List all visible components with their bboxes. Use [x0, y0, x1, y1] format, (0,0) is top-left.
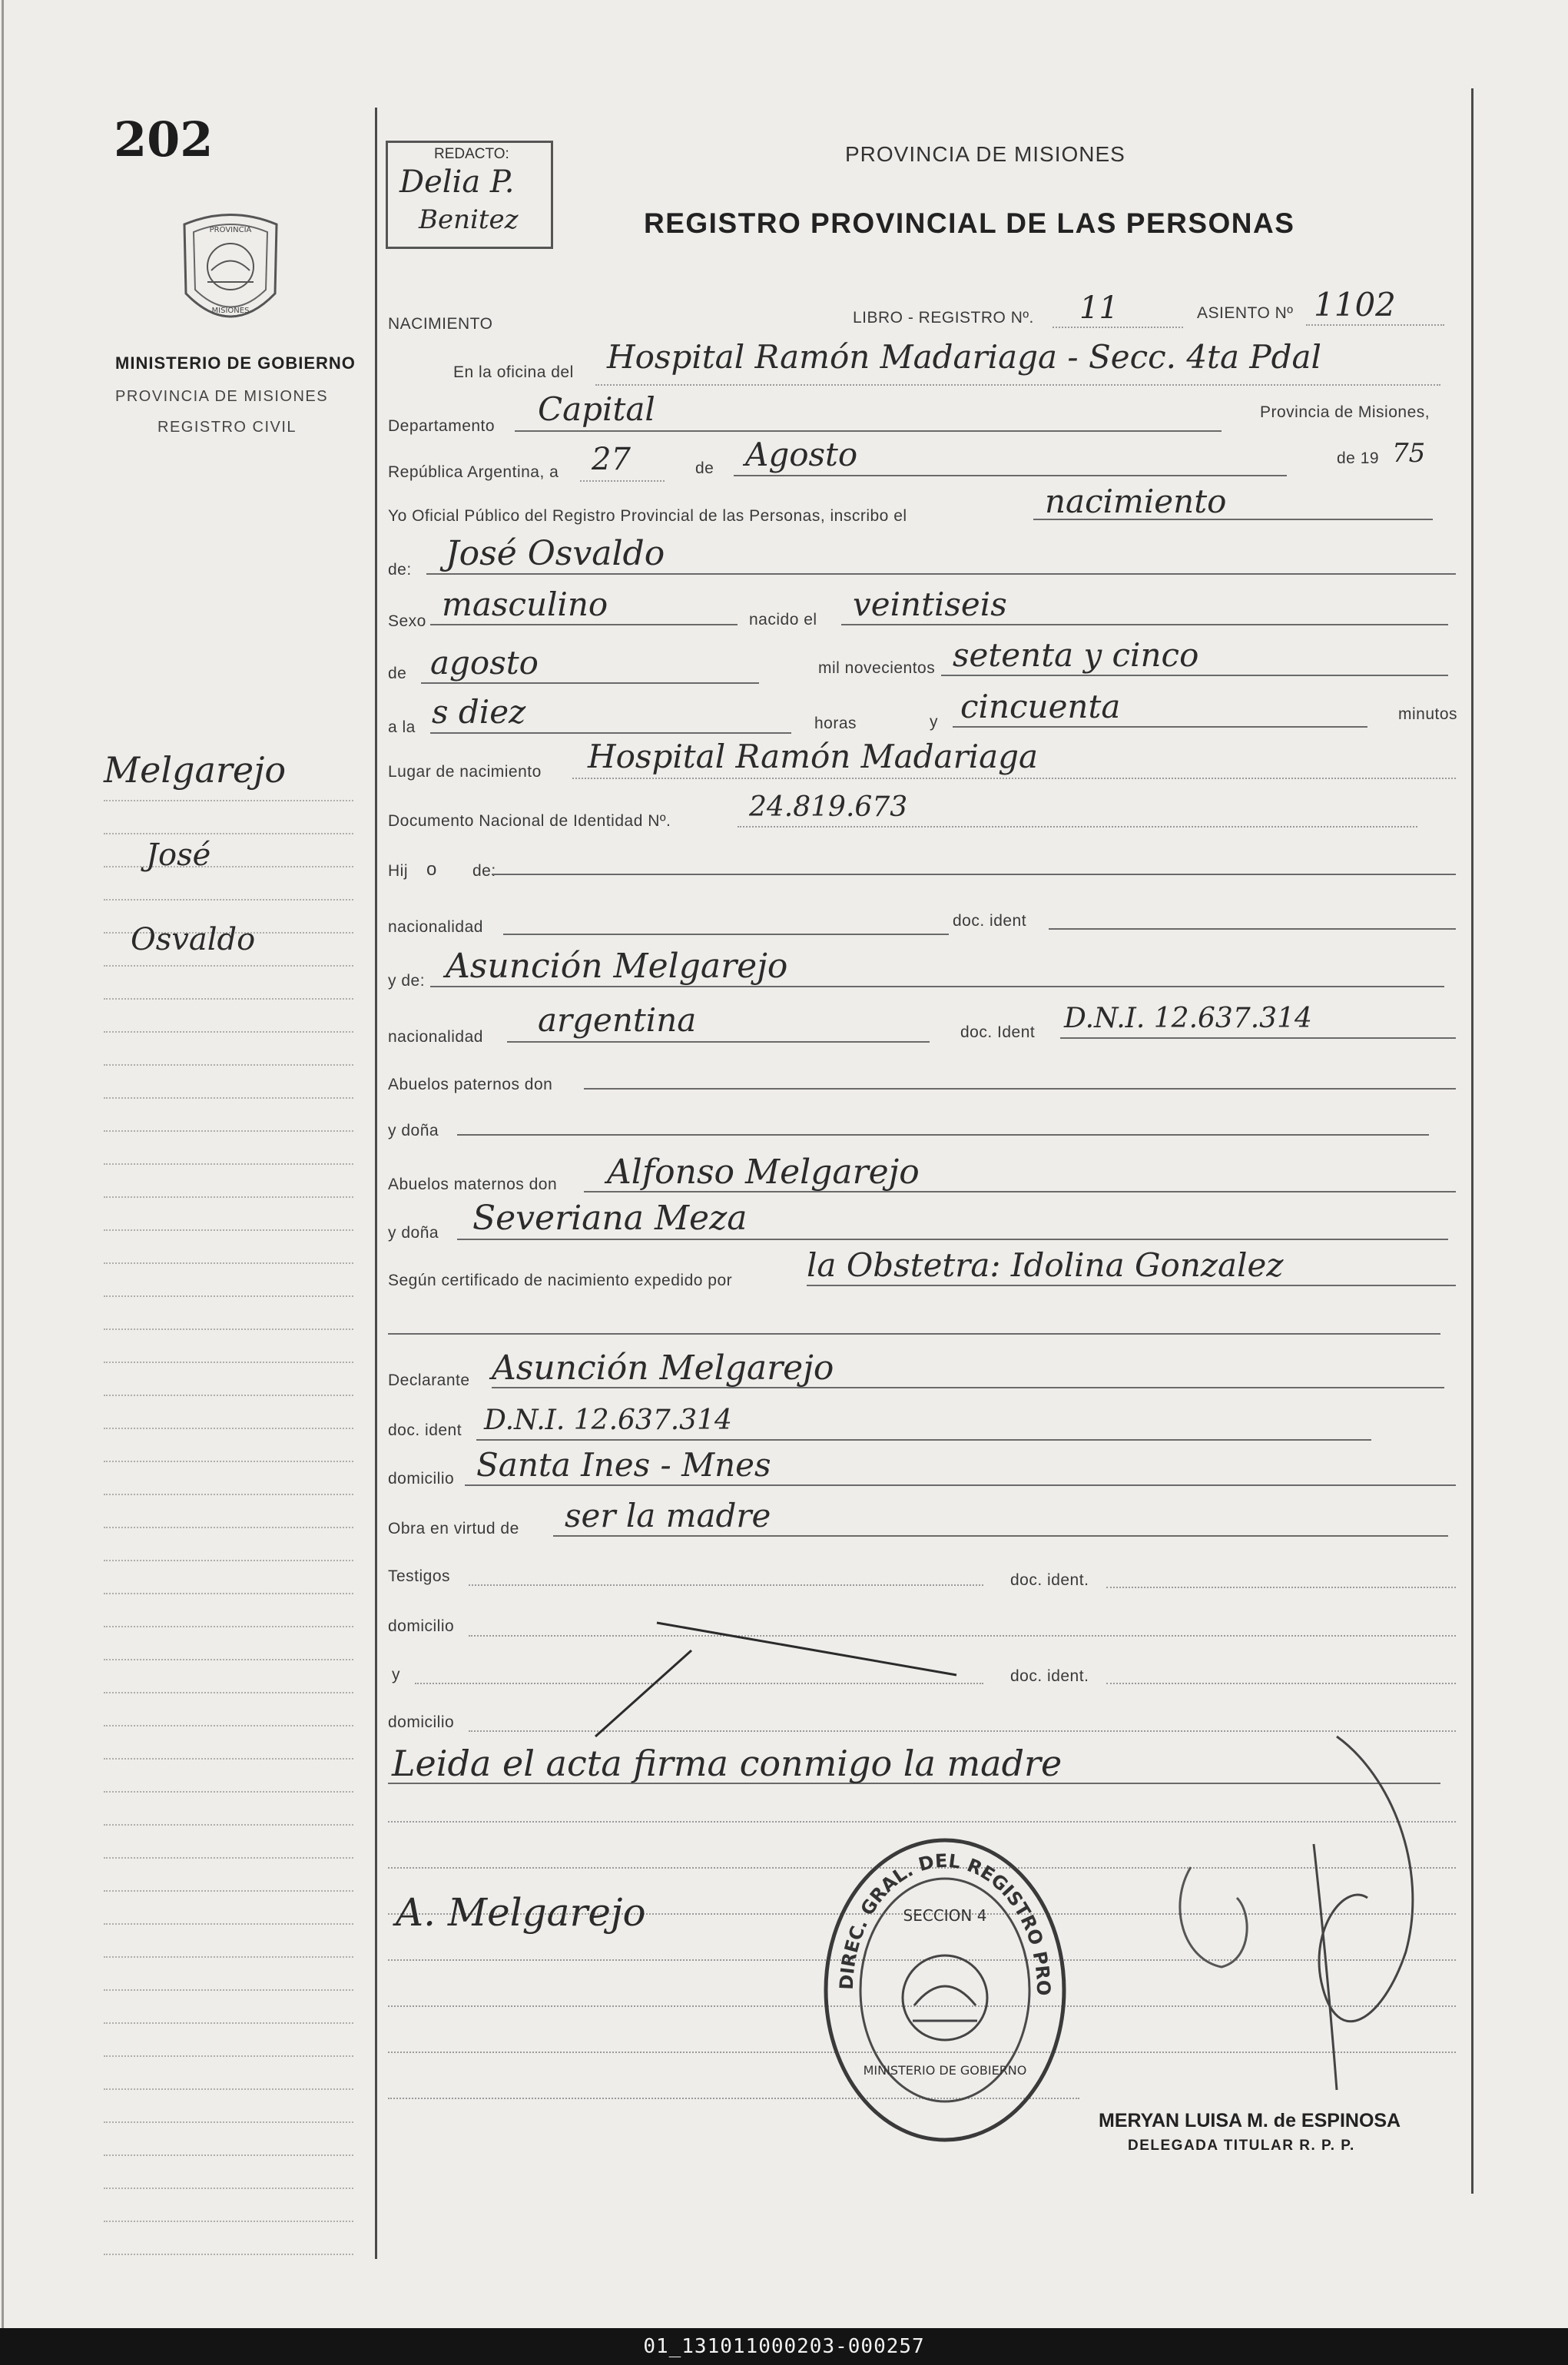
minutos-line [953, 726, 1367, 728]
nombre-value: José Osvaldo [446, 534, 665, 573]
outer-left-edge [2, 0, 4, 2328]
mes2-line [421, 682, 759, 684]
oficial-label: Yo Oficial Público del Registro Provincial de las Personas, inscribo el [388, 507, 907, 525]
testigos-label: Testigos [388, 1567, 451, 1585]
stamp-inner-text: MINISTERIO DE GOBIERNO [863, 2063, 1027, 2078]
certificado-line [807, 1285, 1456, 1286]
hijo-label: Hij [388, 862, 408, 880]
domicilio-line [465, 1484, 1456, 1486]
coat-of-arms-icon [177, 209, 284, 336]
asiento-line [1306, 324, 1444, 326]
abuelos-maternos-label: Abuelos maternos don [388, 1176, 558, 1193]
page-number: 202 [114, 111, 214, 168]
ministry-label: MINISTERIO DE GOBIERNO [115, 353, 356, 373]
nacionalidad2-label: nacionalidad [388, 1028, 483, 1046]
crest-top-text: PROVINCIA [209, 226, 252, 234]
domicilio-label: domicilio [388, 1470, 455, 1488]
nacido-line [841, 624, 1448, 625]
abuelos-paternos-line [584, 1088, 1456, 1090]
lugar-line [572, 778, 1456, 779]
departamento-label: Departamento [388, 417, 496, 435]
fecha-de-label: de [695, 459, 714, 477]
lugar-label: Lugar de nacimiento [388, 763, 542, 781]
dia-line [580, 480, 665, 482]
doc-ident5-line [1106, 1683, 1456, 1684]
y-label: y [930, 713, 938, 731]
official-signature [1137, 1729, 1460, 2098]
asiento-label: ASIENTO Nº [1197, 304, 1294, 322]
right-frame-line [1471, 88, 1474, 2194]
mes2-value: agosto [430, 644, 539, 682]
republica-label: República Argentina, a [388, 463, 559, 481]
obra-line [553, 1535, 1448, 1537]
doc-ident-label: doc. ident [953, 912, 1027, 930]
doc-ident4-line [1106, 1587, 1456, 1588]
dia-value: 27 [592, 442, 631, 477]
abuelo-materno-value: Alfonso Melgarejo [607, 1153, 920, 1192]
stamp-section-text: SECCION 4 [903, 1906, 987, 1925]
abuela-materna-value: Severiana Meza [472, 1199, 748, 1238]
margin-first-name: José [146, 838, 211, 873]
minutos-label: minutos [1398, 705, 1458, 723]
margin-surname: Melgarejo [104, 749, 287, 791]
margin-ruled-lines [104, 768, 353, 2255]
mes2-de-label: de [388, 665, 407, 682]
anio-label: de 19 [1337, 449, 1380, 467]
declarante-value: Asunción Melgarejo [492, 1348, 834, 1388]
leida-value: Leida el acta firma conmigo la madre [392, 1743, 1062, 1784]
dni-value: 24.819.673 [749, 791, 908, 823]
hora-value: s diez [432, 693, 526, 731]
abuelos-paternos-label: Abuelos paternos don [388, 1076, 553, 1093]
hijo-de-label: de: [472, 862, 496, 880]
oficina-line [595, 384, 1440, 386]
horas-label: horas [814, 715, 857, 732]
sexo-label: Sexo [388, 612, 426, 630]
nombre-line [426, 573, 1456, 575]
margin-middle-name: Osvaldo [131, 922, 256, 957]
doc-ident4-label: doc. ident. [1010, 1571, 1089, 1589]
mil-label: mil novecientos [818, 659, 936, 677]
hijo-value: o [426, 859, 437, 880]
hora-line [430, 732, 791, 734]
minutos-value: cincuenta [960, 688, 1121, 725]
redacto-box [386, 141, 553, 249]
province-title: PROVINCIA DE MISIONES [845, 142, 1125, 166]
departamento-value: Capital [538, 390, 655, 428]
delegate-name: MERYAN LUISA M. de ESPINOSA [1099, 2110, 1401, 2131]
mes-value: Agosto [745, 436, 858, 473]
dni-line [738, 826, 1417, 828]
testigos-line [469, 1584, 983, 1586]
mother-signature: A. Melgarejo [396, 1890, 646, 1935]
asiento-value: 1102 [1314, 286, 1396, 323]
libro-line [1053, 327, 1183, 328]
nacionalidad-label: nacionalidad [388, 918, 483, 936]
nacido-label: nacido el [749, 611, 817, 629]
domicilio2-label: domicilio [388, 1617, 455, 1635]
y2-label: y [392, 1666, 400, 1683]
redactor-name-line1: Delia P. [399, 164, 515, 200]
libro-value: 11 [1079, 290, 1119, 326]
domicilio3-label: domicilio [388, 1713, 455, 1731]
dni-label: Documento Nacional de Identidad Nº. [388, 812, 671, 830]
record-type-label: NACIMIENTO [388, 315, 493, 333]
madre-de-label: y de: [388, 972, 426, 990]
anio-value: 75 [1392, 438, 1426, 469]
ydona-line [457, 1134, 1429, 1136]
registry-title: REGISTRO PROVINCIAL DE LAS PERSONAS [644, 207, 1295, 239]
obra-label: Obra en virtud de [388, 1520, 519, 1537]
doc-ident-line [1049, 928, 1456, 930]
mil-line [941, 675, 1448, 676]
domicilio-value: Santa Ines - Mnes [476, 1446, 771, 1484]
nacionalidad-line [503, 934, 949, 935]
doc-ident3-label: doc. ident [388, 1421, 462, 1439]
official-stamp [814, 1829, 1076, 2151]
oficina-label: En la oficina del [453, 363, 574, 381]
delegate-title: DELEGADA TITULAR R. P. P. [1128, 2138, 1355, 2154]
sexo-line [430, 624, 738, 625]
departamento-line [515, 430, 1222, 432]
declarante-label: Declarante [388, 1372, 470, 1389]
witness-cancel-strokes [569, 1614, 999, 1744]
sexo-value: masculino [442, 585, 608, 623]
doc-ident2-line [1060, 1037, 1456, 1039]
madre-line [430, 986, 1444, 987]
nombre-de-label: de: [388, 561, 412, 579]
provincia-label: Provincia de Misiones, [1260, 403, 1430, 421]
redactor-name-line2: Benitez [419, 204, 519, 235]
ydona2-label: y doña [388, 1224, 439, 1242]
oficial-value: nacimiento [1045, 483, 1227, 520]
doc-ident2-label: doc. Ident [960, 1023, 1036, 1041]
nacionalidad2-line [507, 1041, 930, 1043]
doc-ident2-value: D.N.I. 12.637.314 [1064, 1003, 1312, 1034]
registry-sublabel: REGISTRO CIVIL [157, 419, 297, 436]
ydona2-line [457, 1239, 1448, 1240]
lugar-value: Hospital Ramón Madariaga [588, 738, 1039, 775]
footer-id: 01_131011000203-000257 [0, 2328, 1568, 2365]
ydona-label: y doña [388, 1122, 439, 1139]
nacionalidad2-value: argentina [538, 1001, 697, 1039]
stamp-outer-text: DIREC. GRAL. DEL REGISTRO PRO [835, 1849, 1055, 1995]
ala-label: a la [388, 718, 416, 736]
mes-line [734, 475, 1287, 476]
province-sublabel: PROVINCIA DE MISIONES [115, 388, 329, 405]
certificado-label: Según certificado de nacimiento expedido por [388, 1272, 733, 1289]
obra-value: ser la madre [565, 1497, 771, 1534]
doc-ident3-value: D.N.I. 12.637.314 [484, 1405, 732, 1436]
oficina-value: Hospital Ramón Madariaga - Secc. 4ta Pdal [607, 338, 1321, 376]
doc-ident5-label: doc. ident. [1010, 1667, 1089, 1685]
left-frame-line [375, 108, 377, 2259]
certificado-value: la Obstetra: Idolina Gonzalez [807, 1246, 1284, 1284]
crest-bottom-text: MISIONES [211, 307, 250, 315]
redacto-label: REDACTO: [434, 146, 509, 162]
nacido-value: veintiseis [853, 585, 1007, 623]
libro-label: LIBRO - REGISTRO Nº. [853, 309, 1034, 327]
certificado-extra-line [388, 1333, 1440, 1335]
hijo-line [492, 874, 1456, 875]
madre-value: Asunción Melgarejo [446, 947, 788, 986]
doc-ident3-line [476, 1439, 1371, 1441]
mil-value: setenta y cinco [953, 636, 1199, 674]
